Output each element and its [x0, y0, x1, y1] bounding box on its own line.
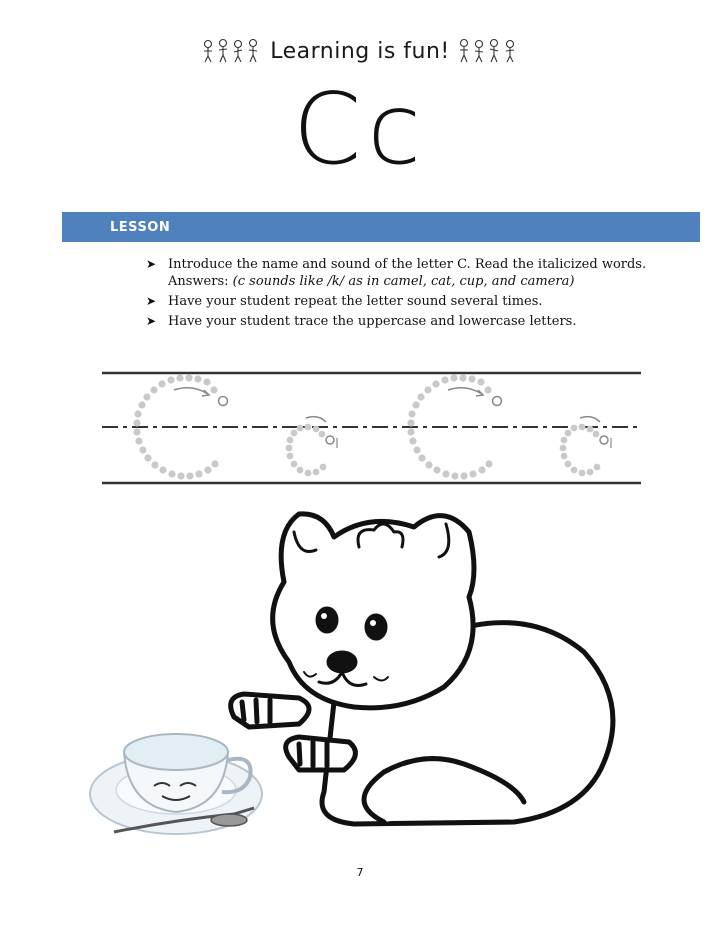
header-title: Learning is fun! [270, 38, 450, 64]
instruction-text: Have your student repeat the letter sound several times. [168, 294, 543, 309]
answers-text: (c sounds like /k/ as in camel, cat, cup, and camera) [232, 274, 575, 289]
cat-icon [231, 514, 613, 824]
arrow-bullet-icon: ➤ [146, 294, 157, 308]
arrow-bullet-icon: ➤ [146, 314, 157, 328]
page-number: 7 [356, 866, 364, 879]
lesson-instructions [146, 256, 666, 333]
list-item [146, 313, 666, 330]
lesson-section-bar [62, 212, 700, 242]
trace-letter-lowercase-c [286, 417, 337, 477]
tracing-area[interactable] [100, 360, 645, 494]
answers-line [168, 273, 666, 290]
children-group-icon [456, 38, 518, 64]
letter-heading: Cc [292, 73, 428, 187]
page-header [0, 38, 720, 64]
teacup-icon [90, 734, 262, 834]
answers-label: Answers: [168, 274, 229, 289]
lesson-label: LESSON [110, 219, 171, 235]
cat-illustration [84, 502, 644, 851]
instruction-text: Introduce the name and sound of the letter C. Read the italicized words. [168, 257, 647, 272]
trace-letter-lowercase-c [560, 417, 611, 477]
list-item [146, 293, 666, 310]
arrow-bullet-icon: ➤ [146, 257, 157, 271]
children-group-icon [202, 38, 264, 64]
instruction-text: Have your student trace the uppercase and lowercase letters. [168, 314, 577, 329]
list-item [146, 256, 666, 290]
